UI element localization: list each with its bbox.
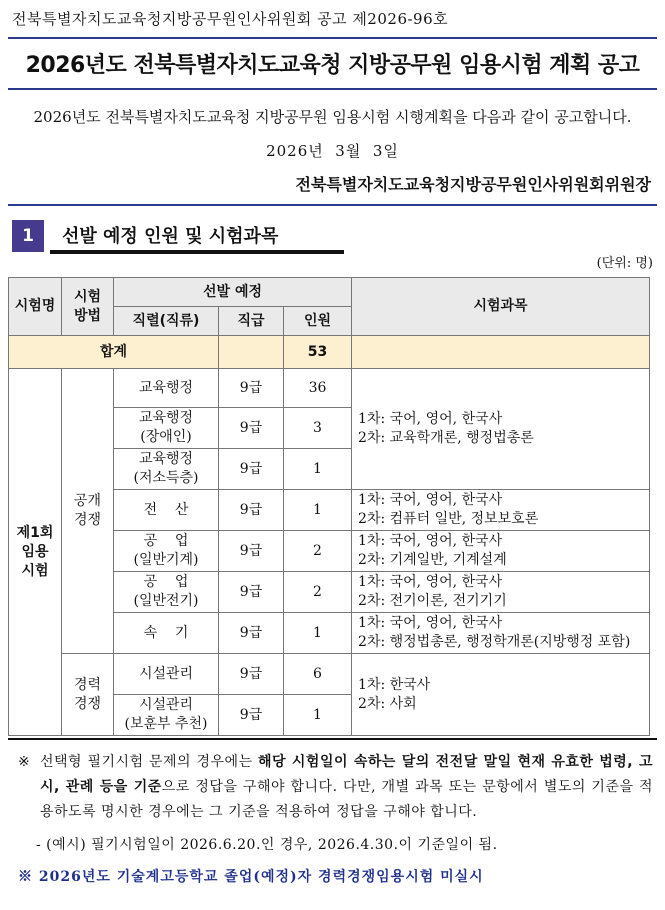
section-rule <box>8 204 657 206</box>
total-grade-blank <box>219 336 284 369</box>
count-cell: 1 <box>284 695 352 736</box>
position-cell: 속 기 <box>114 613 219 654</box>
title-rule-bottom <box>8 88 657 90</box>
grade-cell: 9급 <box>219 408 284 449</box>
subjects-electrical: 1차: 국어, 영어, 한국사 2차: 전기이론, 전기기기 <box>352 572 650 613</box>
signatory: 전북특별자치도교육청지방공무원인사위원회위원장 <box>295 175 651 194</box>
note-text-bold: 해당 시험일이 속하는 달의 전전달 말일 현재 유효한 법령, 고시, 관례 등을 기준 <box>40 754 653 795</box>
header-planned: 선발 예정 <box>114 278 352 307</box>
note-example: - (예시) 필기시험일이 2026.6.20.인 경우, 2026.4.30.이 기준일이 됨. <box>36 837 498 853</box>
position-cell: 시설관리 <box>114 654 219 695</box>
note-answer-basis <box>18 750 653 825</box>
position-cell: 공 업 (일반전기) <box>114 572 219 613</box>
method-career: 경력 경쟁 <box>62 654 114 736</box>
position-cell: 교육행정 (장애인) <box>114 408 219 449</box>
count-cell: 36 <box>284 369 352 408</box>
note-text-pre: 선택형 필기시험 문제의 경우에는 <box>40 754 259 770</box>
grade-cell: 9급 <box>219 369 284 408</box>
section-underline <box>50 250 344 254</box>
header-exam-name: 시험명 <box>9 278 62 336</box>
grade-cell: 9급 <box>219 449 284 490</box>
notice-number: 전북특별자치도교육청지방공무원인사위원회 공고 제2026-96호 <box>12 10 449 28</box>
count-cell: 2 <box>284 531 352 572</box>
count-cell: 1 <box>284 613 352 654</box>
header-grade: 직급 <box>219 307 284 336</box>
subjects-admin: 1차: 국어, 영어, 한국사 2차: 교육학개론, 행정법총론 <box>352 369 650 490</box>
position-cell: 시설관리 (보훈부 추천) <box>114 695 219 736</box>
section-title: 선발 예정 인원 및 시험과목 <box>62 226 279 247</box>
grade-cell: 9급 <box>219 613 284 654</box>
note-mark: ※ <box>18 754 30 770</box>
method-open: 공개 경쟁 <box>62 369 114 654</box>
grade-cell: 9급 <box>219 695 284 736</box>
subjects-stenography: 1차: 국어, 영어, 한국사 2차: 행정법총론, 행정학개론(지방행정 포함) <box>352 613 650 654</box>
subjects-facility: 1차: 한국사 2차: 사회 <box>352 654 650 736</box>
count-cell: 2 <box>284 572 352 613</box>
position-cell: 전 산 <box>114 490 219 531</box>
header-subjects: 시험과목 <box>352 278 650 336</box>
notes-rule <box>8 738 657 740</box>
subjects-computer: 1차: 국어, 영어, 한국사 2차: 컴퓨터 일반, 정보보호론 <box>352 490 650 531</box>
note-text-post: 으로 정답을 구해야 합니다. 다만, 개별 과목 또는 문항에서 별도의 기준을 적용하도록 명시한 경우에는 그 기준을 적용하여 정답을 구해야 합니다. <box>40 779 654 820</box>
note-final: ※ 2026년도 기술계고등학교 졸업(예정)자 경력경쟁임용시험 미실시 <box>18 869 484 885</box>
intro-text: 2026년도 전북특별자치도교육청 지방공무원 임용시험 시행계획을 다음과 같이 공고합니다. <box>33 108 632 126</box>
title-rule-top <box>8 37 657 39</box>
grade-cell: 9급 <box>219 572 284 613</box>
section-number-badge: 1 <box>12 220 44 252</box>
subjects-mechanical: 1차: 국어, 영어, 한국사 2차: 기계일반, 기계설계 <box>352 531 650 572</box>
position-cell: 교육행정 (저소득층) <box>114 449 219 490</box>
grade-cell: 9급 <box>219 490 284 531</box>
grade-cell: 9급 <box>219 531 284 572</box>
total-count: 53 <box>284 336 352 369</box>
notice-date: 2026년 3월 3일 <box>266 142 399 160</box>
total-subject-blank <box>352 336 650 369</box>
count-cell: 1 <box>284 449 352 490</box>
exam-name-cell: 제1회 임용 시험 <box>9 369 62 736</box>
exam-table <box>8 277 650 736</box>
count-cell: 1 <box>284 490 352 531</box>
grade-cell: 9급 <box>219 654 284 695</box>
position-cell: 공 업 (일반기계) <box>114 531 219 572</box>
header-exam-method: 시험 방법 <box>62 278 114 336</box>
count-cell: 6 <box>284 654 352 695</box>
position-cell: 교육행정 <box>114 369 219 408</box>
page-title: 2026년도 전북특별자치도교육청 지방공무원 임용시험 계획 공고 <box>25 53 640 78</box>
header-position: 직렬(직류) <box>114 307 219 336</box>
total-label: 합계 <box>9 336 219 369</box>
count-cell: 3 <box>284 408 352 449</box>
header-count: 인원 <box>284 307 352 336</box>
unit-label: (단위: 명) <box>596 256 653 271</box>
